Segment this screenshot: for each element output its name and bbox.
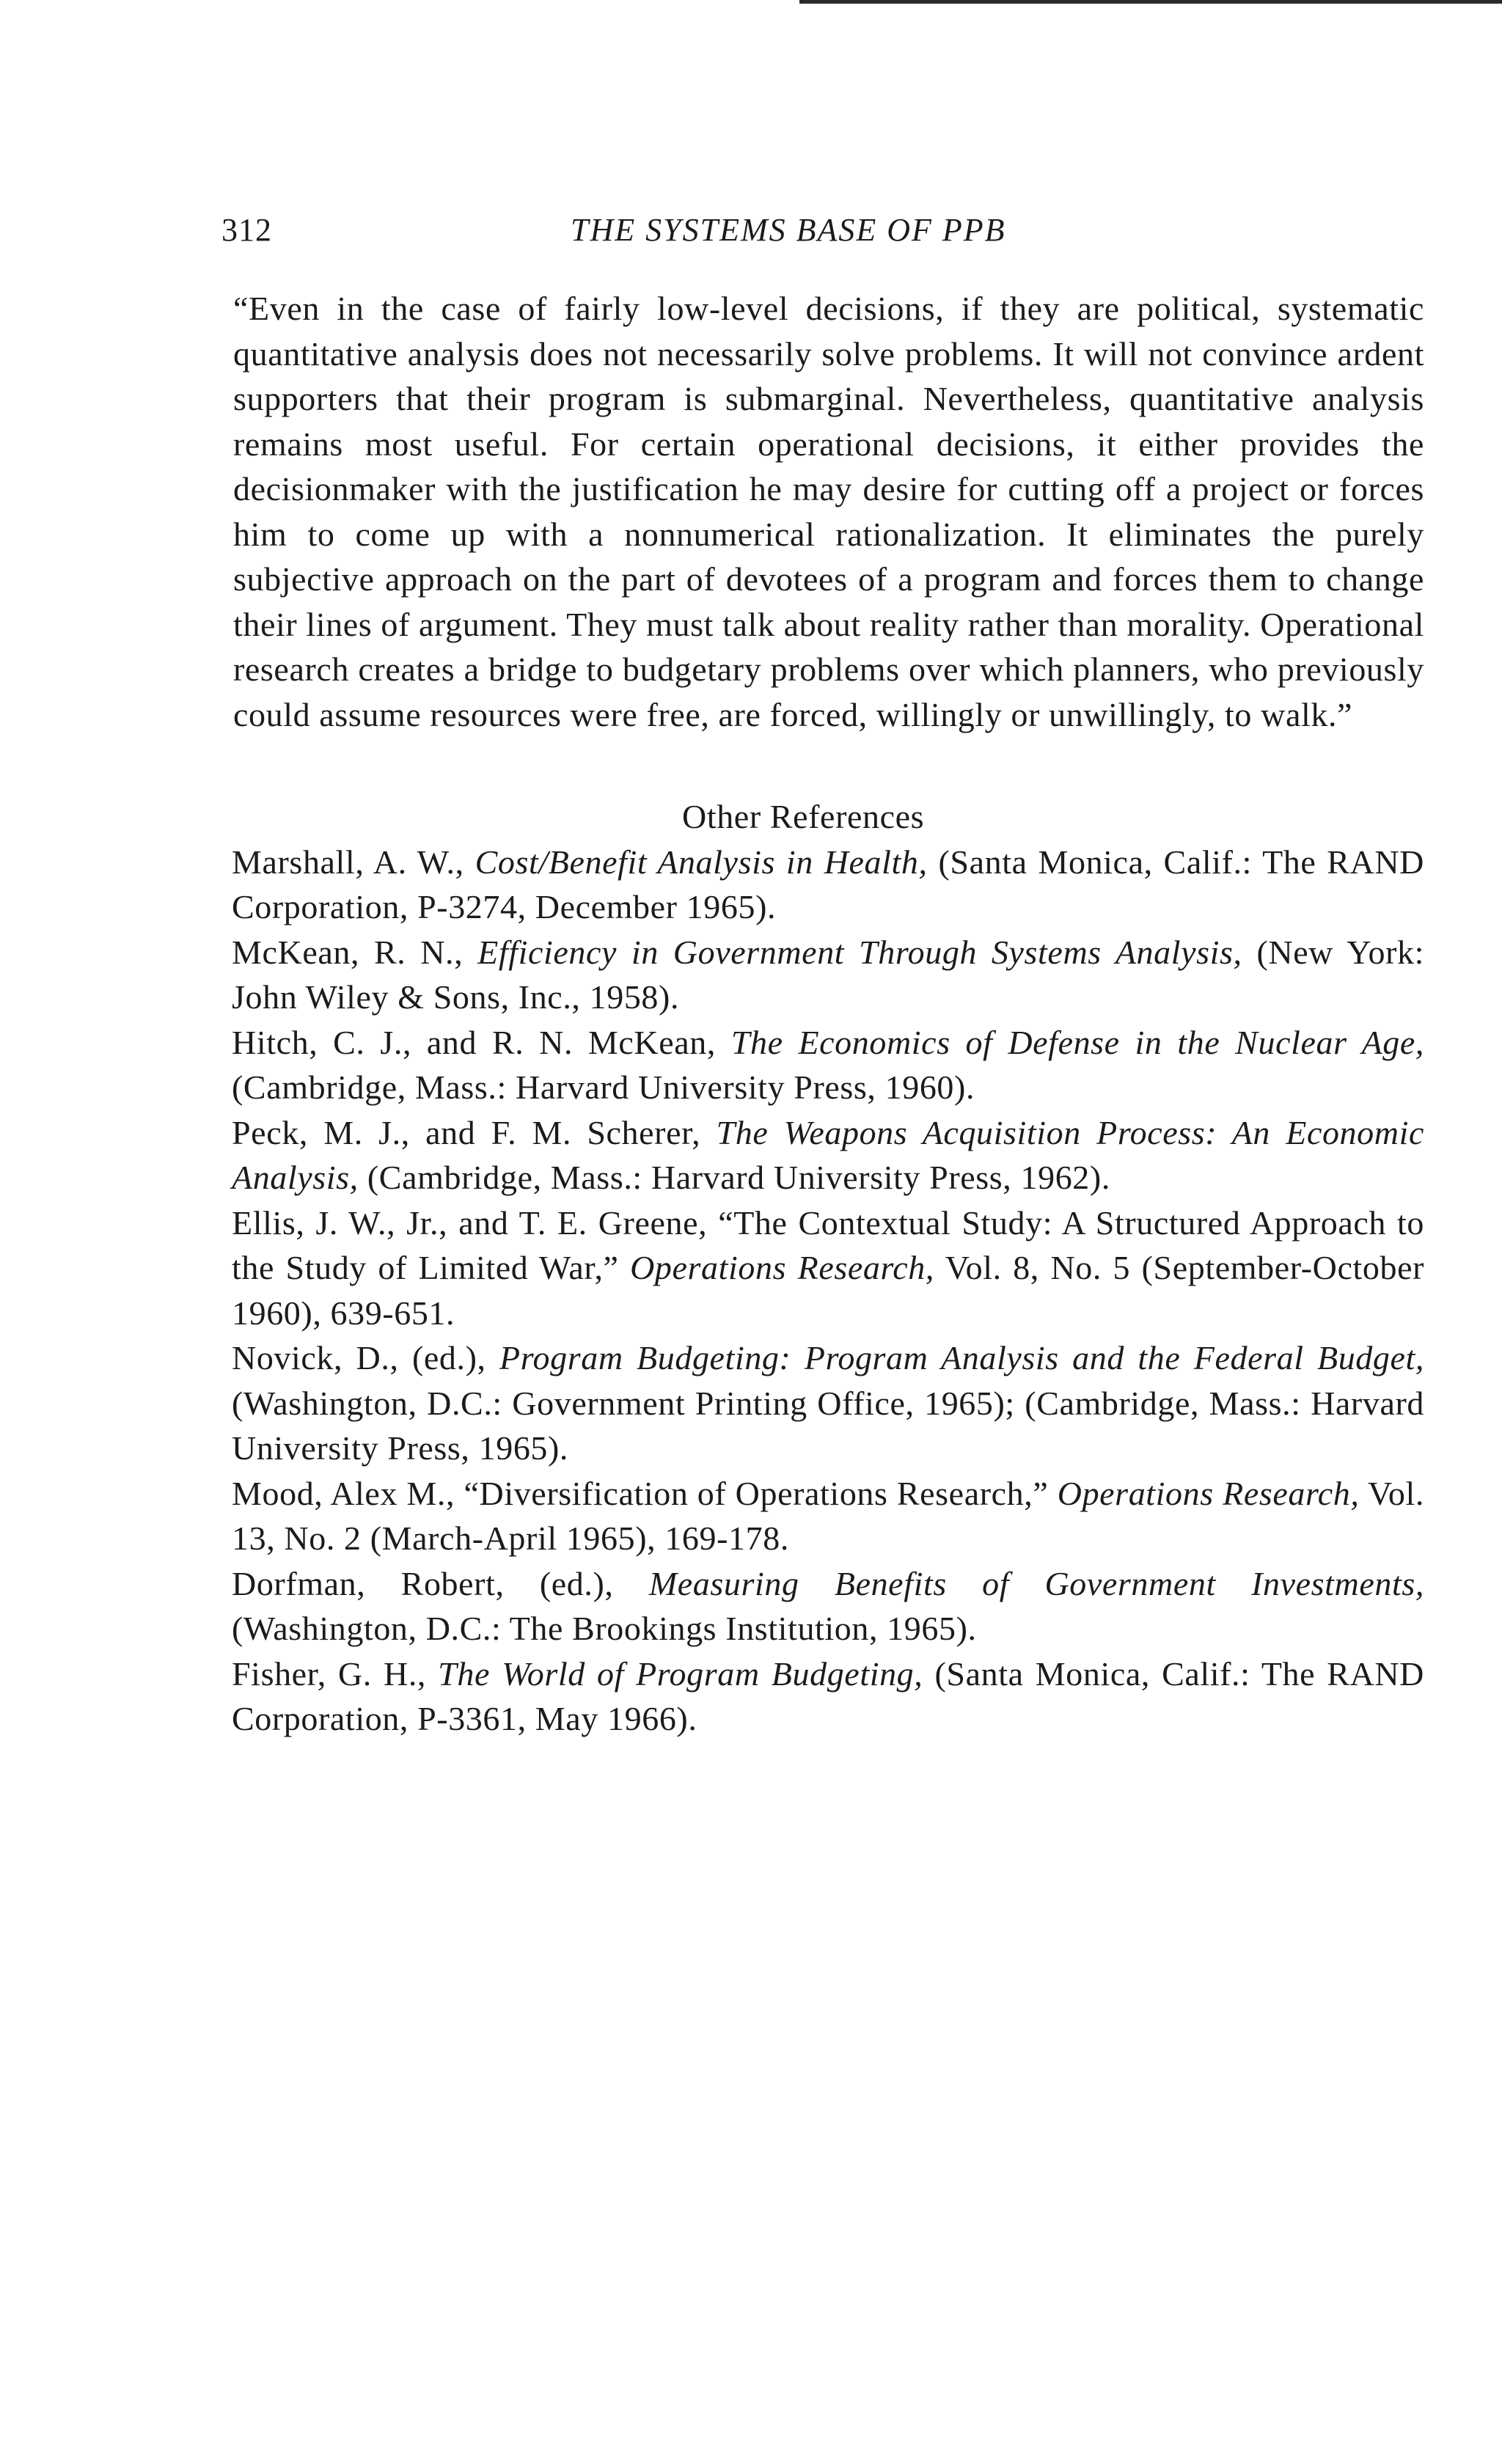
reference-text: Dorfman, Robert, (ed.), [232, 1564, 649, 1602]
reference-title: Cost/Benefit Analysis in Health, [475, 843, 928, 881]
reference-title: The Economics of Defense in the Nuclear Age, [730, 1023, 1425, 1061]
reference-item [232, 1020, 1424, 1110]
reference-item [232, 930, 1424, 1020]
reference-text: (Washington, D.C.: Government Printing Office, 1965); (Cambridge, Mass.: Harvard University Press, 1965). [232, 1384, 1424, 1467]
reference-text: (Santa Monica, Calif.: The RAND Corporation, P-3361, May 1966). [232, 1654, 1424, 1737]
reference-title: The Weapons Acquisition Process: An Economic Analysis, [232, 1113, 1424, 1196]
reference-text: Ellis, J. W., Jr., and T. E. Greene, “The Contextual Study: A Structured Approach to the Study of Limited War,” [232, 1203, 1424, 1286]
reference-text: (Santa Monica, Calif.: The RAND Corporation, P-3274, December 1965). [232, 843, 1424, 925]
page-number: 312 [221, 212, 272, 248]
reference-title: Program Budgeting: Program Analysis and the Federal Budget, [499, 1339, 1424, 1376]
reference-item [232, 1471, 1424, 1561]
running-title: THE SYSTEMS BASE OF PPB [571, 212, 1006, 248]
reference-text: Vol. 13, No. 2 (March-April 1965), 169-178. [232, 1474, 1424, 1557]
block-quote: “Even in the case of fairly low-level decisions, if they are political, systematic quantitative analysis does not necessarily solve problems. It will not convince ardent supporters that their program is submarginal. Nevertheless, quantitative analysis remains most useful. For certain operational decisions, it either provides the decisionmaker with the justification he may desire for cutting off a project or forces him to come up with a nonnumerical rationalization. It eliminates the purely subjective approach on the part of devotees of a program and forces them to change their lines of argument. They must talk about reality rather than morality. Operational research creates a bridge to budgetary problems over which planners, who previously could assume resources were free, are forced, willingly or unwillingly, to walk.” [233, 290, 1424, 733]
reference-text: (Cambridge, Mass.: Harvard University Press, 1960). [232, 1068, 975, 1106]
reference-text: Hitch, C. J., and R. N. McKean, [232, 1023, 731, 1061]
reference-title: Measuring Benefits of Government Investments, [648, 1564, 1424, 1602]
reference-text: Vol. 8, No. 5 (September-October 1960), 639-651. [232, 1249, 1425, 1332]
reference-item [232, 840, 1424, 930]
reference-text: Mood, Alex M., “Diversification of Operations Research,” [232, 1474, 1058, 1512]
book-page [221, 198, 1424, 1742]
reference-text: McKean, R. N., [232, 933, 478, 971]
reference-text: (Washington, D.C.: The Brookings Institution, 1965). [232, 1610, 977, 1647]
reference-journal: Operations Research, [630, 1249, 934, 1286]
reference-item [232, 1110, 1424, 1200]
reference-text: Peck, M. J., and F. M. Scherer, [232, 1113, 717, 1151]
reference-text: (Cambridge, Mass.: Harvard University Press, 1962). [358, 1159, 1110, 1196]
reference-text: (New York: John Wiley & Sons, Inc., 1958). [232, 933, 1424, 1016]
reference-text: Fisher, G. H., [232, 1654, 439, 1693]
references-heading: Other References [682, 798, 925, 835]
reference-item [232, 1200, 1424, 1336]
reference-item [232, 1651, 1424, 1742]
reference-item [232, 1561, 1424, 1651]
reference-text: Novick, D., (ed.), [232, 1339, 500, 1376]
reference-title: The World of Program Budgeting, [438, 1654, 923, 1693]
reference-title: Efficiency in Government Through Systems Analysis, [477, 933, 1242, 971]
reference-journal: Operations Research, [1057, 1474, 1360, 1512]
reference-item [232, 1335, 1424, 1471]
running-header [221, 198, 1424, 257]
top-edge-rule [799, 0, 1502, 4]
reference-text: Marshall, A. W., [232, 843, 475, 881]
references-list [232, 840, 1424, 1742]
